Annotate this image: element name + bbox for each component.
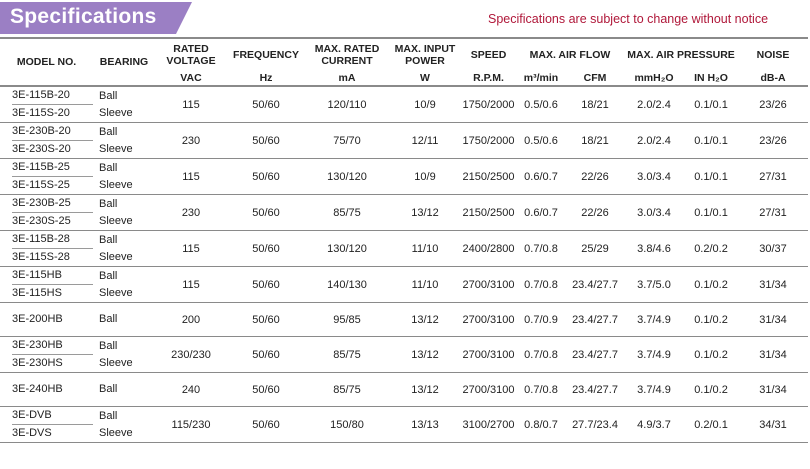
- model-number: 3E-115B-20: [12, 89, 70, 101]
- cell-pressure-in: 0.1/0.2: [694, 383, 728, 396]
- bearing-type: Sleeve: [99, 250, 133, 263]
- model-number: 3E-115HB: [12, 269, 62, 281]
- cell-speed: 2150/2500: [462, 170, 515, 183]
- model-number: 3E-230HB: [12, 339, 63, 351]
- cell-frequency: 50/60: [252, 98, 280, 111]
- cell-pressure-in: 0.2/0.1: [694, 418, 728, 431]
- cell-current: 130/120: [327, 170, 367, 183]
- bearing-type: Sleeve: [99, 214, 133, 227]
- cell-speed: 1750/2000: [462, 98, 515, 111]
- cell-voltage: 200: [181, 313, 201, 326]
- model-number: 3E-DVB: [12, 409, 52, 421]
- cell-pressure-in: 0.1/0.2: [694, 313, 728, 326]
- cell-airflow-m3: 0.7/0.8: [524, 242, 558, 255]
- table-row: [0, 86, 808, 123]
- bearing-type: Sleeve: [99, 286, 133, 299]
- cell-model: [0, 407, 93, 443]
- model-number: 3E-230S-25: [12, 212, 93, 230]
- cell-power: 13/12: [411, 348, 439, 361]
- cell-noise: 23/26: [759, 134, 787, 147]
- bearing-type: Ball: [99, 339, 118, 352]
- banner-title: Specifications: [10, 5, 157, 28]
- cell-airflow-m3: 0.5/0.6: [524, 98, 558, 111]
- cell-airflow-cfm: 18/21: [581, 134, 609, 147]
- cell-bearing: [93, 231, 155, 267]
- cell-pressure-mm: 2.0/2.4: [637, 134, 671, 147]
- change-notice: Specifications are subject to change without notice: [488, 12, 769, 26]
- cell-pressure-in: 0.1/0.2: [694, 278, 728, 291]
- cell-noise: 31/34: [759, 313, 787, 326]
- cell-power: 11/10: [411, 278, 439, 291]
- model-number: 3E-230B-25: [12, 197, 71, 209]
- model-number: 3E-200HB: [12, 313, 63, 325]
- cell-model: [0, 86, 93, 123]
- cell-bearing: [93, 407, 155, 443]
- bearing-type: Sleeve: [99, 356, 133, 369]
- cell-power: 13/12: [411, 206, 439, 219]
- header-frequency: FREQUENCY: [233, 48, 299, 61]
- cell-noise: 31/34: [759, 348, 787, 361]
- cell-model: [0, 303, 93, 337]
- cell-power: 13/12: [411, 313, 439, 326]
- header-pressure: MAX. AIR PRESSURE: [627, 48, 735, 61]
- cell-airflow-m3: 0.6/0.7: [524, 170, 558, 183]
- header-model: MODEL NO.: [16, 56, 77, 68]
- cell-noise: 31/34: [759, 278, 787, 291]
- cell-noise: 27/31: [759, 170, 787, 183]
- cell-airflow-cfm: 23.4/27.7: [572, 348, 618, 361]
- bearing-type: Ball: [99, 383, 118, 395]
- cell-frequency: 50/60: [252, 278, 280, 291]
- cell-airflow-m3: 0.7/0.8: [524, 348, 558, 361]
- table-row: [0, 231, 808, 267]
- model-number: 3E-DVS: [12, 424, 93, 442]
- cell-bearing: [93, 267, 155, 303]
- cell-bearing: [93, 337, 155, 373]
- cell-airflow-m3: 0.7/0.8: [524, 383, 558, 396]
- model-number: 3E-230B-20: [12, 125, 71, 137]
- specifications-banner: [0, 2, 192, 34]
- model-number: 3E-240HB: [12, 383, 63, 395]
- cell-model: [0, 231, 93, 267]
- cell-model: [0, 159, 93, 195]
- cell-airflow-cfm: 27.7/23.4: [572, 418, 618, 431]
- table-row: [0, 407, 808, 443]
- cell-bearing: [93, 303, 155, 337]
- bearing-type: Ball: [99, 197, 118, 210]
- bearing-type: Sleeve: [99, 142, 133, 155]
- cell-speed: 2700/3100: [462, 348, 515, 361]
- bearing-type: Ball: [99, 233, 118, 246]
- cell-pressure-mm: 3.7/4.9: [637, 348, 671, 361]
- cell-model: [0, 123, 93, 159]
- cell-frequency: 50/60: [252, 134, 280, 147]
- cell-pressure-mm: 3.8/4.6: [637, 242, 671, 255]
- cell-current: 75/70: [333, 134, 361, 147]
- cell-frequency: 50/60: [252, 313, 280, 326]
- model-number: 3E-115S-20: [12, 104, 93, 122]
- cell-frequency: 50/60: [252, 170, 280, 183]
- cell-speed: 2700/3100: [462, 383, 515, 396]
- cell-noise: 30/37: [759, 242, 787, 255]
- cell-pressure-mm: 2.0/2.4: [637, 98, 671, 111]
- cell-noise: 27/31: [759, 206, 787, 219]
- cell-pressure-in: 0.1/0.1: [694, 170, 728, 183]
- header-power: MAX. INPUT POWER: [394, 42, 456, 67]
- cell-speed: 1750/2000: [462, 134, 515, 147]
- cell-bearing: [93, 123, 155, 159]
- header-voltage: RATED VOLTAGE: [166, 42, 216, 67]
- unit-speed: R.P.M.: [473, 71, 504, 84]
- bearing-type: Ball: [99, 89, 118, 102]
- table-row: [0, 337, 808, 373]
- cell-speed: 2400/2800: [462, 242, 515, 255]
- cell-bearing: [93, 86, 155, 123]
- cell-airflow-cfm: 25/29: [581, 242, 609, 255]
- cell-pressure-in: 0.1/0.1: [694, 98, 728, 111]
- cell-airflow-m3: 0.8/0.7: [524, 418, 558, 431]
- model-number: 3E-230HS: [12, 354, 93, 372]
- table-row: [0, 123, 808, 159]
- cell-power: 10/9: [414, 170, 436, 183]
- table-row: [0, 159, 808, 195]
- cell-airflow-cfm: 23.4/27.7: [572, 278, 618, 291]
- cell-bearing: [93, 195, 155, 231]
- cell-noise: 31/34: [759, 383, 787, 396]
- unit-airflow-m3: m³/min: [523, 71, 559, 84]
- cell-airflow-cfm: 23.4/27.7: [572, 313, 618, 326]
- bearing-type: Sleeve: [99, 178, 133, 191]
- unit-pressure-in: IN H₂O: [694, 71, 728, 84]
- unit-frequency: Hz: [259, 71, 273, 84]
- spec-table: [0, 37, 808, 443]
- cell-power: 13/12: [411, 383, 439, 396]
- cell-pressure-mm: 3.7/4.9: [637, 383, 671, 396]
- cell-current: 130/120: [327, 242, 367, 255]
- cell-voltage: 230/230: [171, 348, 211, 361]
- unit-airflow-cfm: CFM: [583, 71, 607, 84]
- bearing-type: Ball: [99, 269, 118, 282]
- header-bearing: BEARING: [99, 56, 149, 68]
- cell-voltage: 230: [181, 134, 201, 147]
- cell-voltage: 230: [181, 206, 201, 219]
- cell-speed: 2150/2500: [462, 206, 515, 219]
- model-number: 3E-230S-20: [12, 140, 93, 158]
- cell-frequency: 50/60: [252, 206, 280, 219]
- model-number: 3E-115B-25: [12, 161, 70, 173]
- header-speed: SPEED: [470, 48, 507, 61]
- bearing-type: Ball: [99, 161, 118, 174]
- cell-airflow-m3: 0.6/0.7: [524, 206, 558, 219]
- bearing-type: Ball: [99, 313, 118, 325]
- header-current: MAX. RATED CURRENT: [314, 42, 380, 67]
- unit-voltage: VAC: [180, 71, 202, 84]
- bearing-type: Sleeve: [99, 426, 133, 439]
- cell-voltage: 115: [182, 98, 200, 111]
- cell-power: 10/9: [414, 98, 436, 111]
- unit-current: mA: [338, 71, 356, 84]
- cell-model: [0, 337, 93, 373]
- cell-power: 11/10: [411, 242, 439, 255]
- cell-frequency: 50/60: [252, 383, 280, 396]
- cell-pressure-in: 0.1/0.1: [694, 134, 728, 147]
- cell-pressure-in: 0.1/0.2: [694, 348, 728, 361]
- cell-airflow-cfm: 18/21: [581, 98, 609, 111]
- model-number: 3E-115S-28: [12, 248, 93, 266]
- cell-airflow-cfm: 22/26: [581, 206, 609, 219]
- cell-frequency: 50/60: [252, 242, 280, 255]
- bearing-type: Ball: [99, 409, 118, 422]
- cell-current: 120/110: [327, 98, 367, 111]
- cell-voltage: 115: [182, 242, 200, 255]
- header-noise: NOISE: [756, 48, 790, 61]
- cell-airflow-m3: 0.7/0.8: [524, 278, 558, 291]
- cell-current: 85/75: [333, 206, 361, 219]
- cell-bearing: [93, 373, 155, 407]
- model-number: 3E-115B-28: [12, 233, 70, 245]
- cell-model: [0, 195, 93, 231]
- table-row: [0, 373, 808, 407]
- cell-pressure-in: 0.1/0.1: [694, 206, 728, 219]
- cell-voltage: 115: [182, 278, 200, 291]
- cell-speed: 3100/2700: [462, 418, 515, 431]
- cell-voltage: 115/230: [171, 418, 211, 431]
- cell-power: 12/11: [411, 134, 439, 147]
- unit-power: W: [420, 71, 430, 84]
- cell-current: 85/75: [333, 383, 361, 396]
- cell-bearing: [93, 159, 155, 195]
- cell-pressure-mm: 3.0/3.4: [637, 170, 671, 183]
- cell-voltage: 240: [181, 383, 201, 396]
- bearing-type: Sleeve: [99, 106, 133, 119]
- cell-airflow-m3: 0.5/0.6: [524, 134, 558, 147]
- cell-current: 140/130: [327, 278, 367, 291]
- bearing-type: Ball: [99, 125, 118, 138]
- cell-airflow-cfm: 22/26: [581, 170, 609, 183]
- table-row: [0, 195, 808, 231]
- cell-noise: 34/31: [759, 418, 787, 431]
- cell-pressure-mm: 3.7/4.9: [637, 313, 671, 326]
- cell-airflow-m3: 0.7/0.9: [524, 313, 558, 326]
- model-number: 3E-115S-25: [12, 176, 93, 194]
- cell-current: 150/80: [330, 418, 364, 431]
- cell-model: [0, 267, 93, 303]
- cell-pressure-mm: 3.0/3.4: [637, 206, 671, 219]
- table-row: [0, 267, 808, 303]
- unit-noise: dB-A: [760, 71, 786, 84]
- table-row: [0, 303, 808, 337]
- cell-airflow-cfm: 23.4/27.7: [572, 383, 618, 396]
- cell-voltage: 115: [182, 170, 200, 183]
- model-number: 3E-115HS: [12, 284, 93, 302]
- cell-current: 85/75: [333, 348, 361, 361]
- cell-pressure-mm: 3.7/5.0: [637, 278, 671, 291]
- cell-pressure-mm: 4.9/3.7: [637, 418, 671, 431]
- cell-noise: 23/26: [759, 98, 787, 111]
- cell-frequency: 50/60: [252, 348, 280, 361]
- unit-pressure-mm: mmH₂O: [634, 71, 674, 84]
- cell-speed: 2700/3100: [462, 278, 515, 291]
- header-airflow: MAX. AIR FLOW: [529, 48, 611, 61]
- cell-current: 95/85: [333, 313, 361, 326]
- cell-speed: 2700/3100: [462, 313, 515, 326]
- cell-model: [0, 373, 93, 407]
- cell-pressure-in: 0.2/0.2: [694, 242, 728, 255]
- cell-power: 13/13: [411, 418, 439, 431]
- cell-frequency: 50/60: [252, 418, 280, 431]
